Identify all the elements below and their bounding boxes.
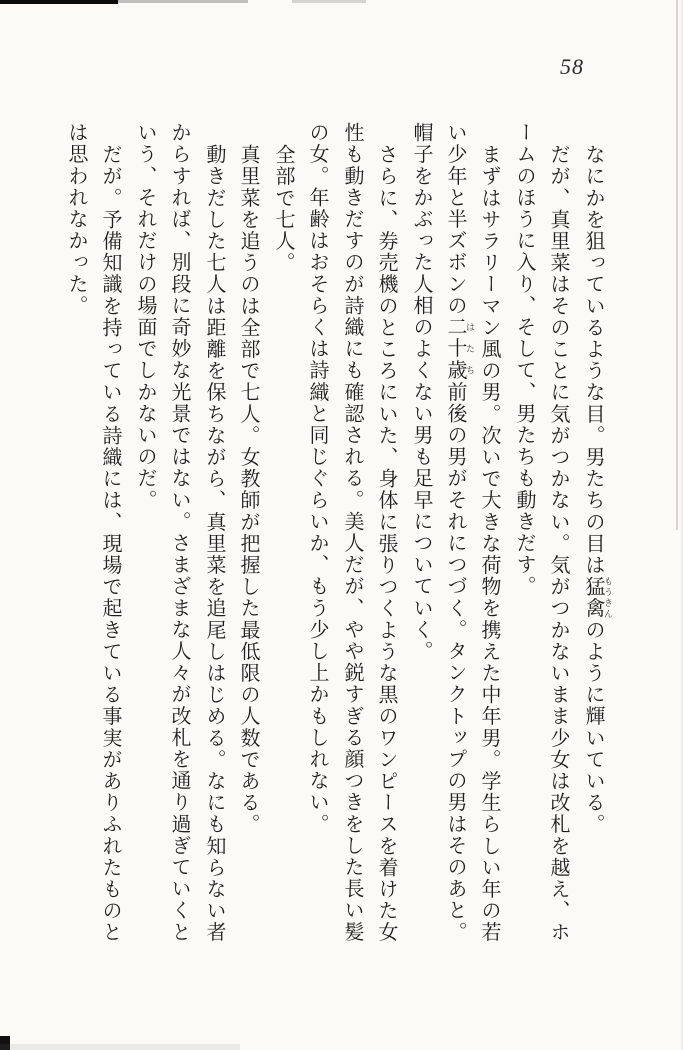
ruby-group xyxy=(444,316,475,382)
text-column xyxy=(445,122,475,943)
text-column: は思われなかった。 xyxy=(65,122,87,317)
text-column: からすれば、別段に奇妙な光景ではない。さまざまな人々が改札を通り過ぎていくと xyxy=(168,122,190,943)
text-column: 帽子をかぶった人相のよくない男も足早についていく。 xyxy=(410,122,432,662)
text-column: ームのほうに入り、そして、男たちも動きだす。 xyxy=(513,122,535,598)
page-number: 58 xyxy=(560,54,584,79)
text-column: 性も動きだすのが詩織にも確認される。美人だが、やや鋭すぎる顔つきをした長い髪 xyxy=(341,122,363,943)
ruby-group xyxy=(582,575,613,619)
column-text: なにかを狙っているような目。男たちの目は xyxy=(582,143,604,576)
text-column: 動きだした七人は距離を保ちながら、真里菜を追尾しはじめる。なにも知らない者 xyxy=(203,143,225,943)
text-column xyxy=(583,122,613,835)
text-column: まずはサラリーマン風の男。次いで大きな荷物を携えた中年男。学生らしい年の若 xyxy=(478,143,500,943)
text-column: 真里菜を追うのは全部で七人。女教師が把握した最低限の人数である。 xyxy=(237,143,259,835)
text-column: だが。予備知識を持っている詩織には、現場で起きている事実がありふれたものと xyxy=(99,143,121,943)
scan-artifact-top-gray xyxy=(118,0,248,3)
scan-artifact-top-black xyxy=(0,0,118,4)
furigana: もうきん xyxy=(603,575,613,619)
page-shadow-line xyxy=(676,0,678,530)
column-text: のように輝いている。 xyxy=(582,618,604,835)
text-column: いう、それだけの場面でしかないのだ。 xyxy=(134,122,156,511)
text-column: の女。年齢はおそらくは詩織と同じぐらいか、もう少し上かもしれない。 xyxy=(306,122,328,835)
text-column: だが、真里菜はそのことに気がつかない。気がつかないまま少女は改札を越え、ホ xyxy=(547,143,569,943)
scan-artifact-top-gray xyxy=(292,0,366,3)
ruby-base: 二十歳 xyxy=(444,316,466,382)
text-column: さらに、券売機のところにいた、身体に張りつくような黒のワンピースを着けた女 xyxy=(375,143,397,943)
scan-artifact-bottom-smudge xyxy=(0,1044,240,1050)
ruby-base: 猛禽 xyxy=(582,575,604,619)
furigana: はたち xyxy=(465,316,475,382)
column-text: 前後の男がそれにつづく。タンクトップの男はそのあと。 xyxy=(444,381,466,943)
column-text: い少年と半ズボンの xyxy=(444,122,466,317)
text-column: 全部で七人。 xyxy=(272,143,294,274)
